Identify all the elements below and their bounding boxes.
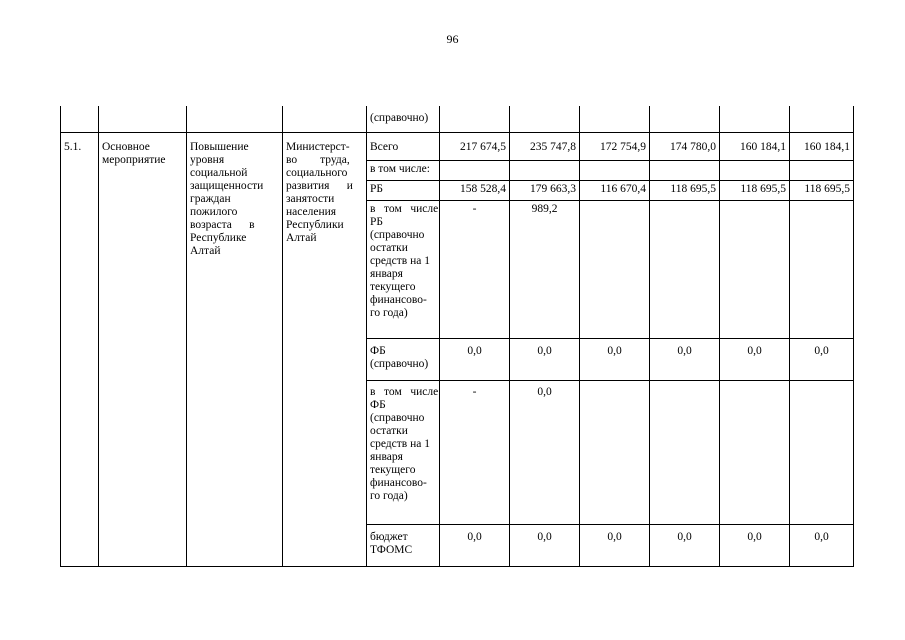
source-line: ФБ — [370, 398, 386, 411]
value-cell — [510, 160, 580, 180]
source-line: января — [370, 267, 403, 280]
executor-line: развития и — [286, 179, 353, 192]
executor-line: Министерст- — [286, 140, 350, 153]
source-line: (справочно — [370, 228, 425, 241]
name-line: пожилого — [190, 205, 238, 218]
value-cell: 160 184,1 — [720, 132, 790, 160]
value-cell — [790, 160, 854, 180]
executor-line: социального — [286, 166, 348, 179]
name-line: уровня — [190, 153, 225, 166]
value-cell: 118 695,5 — [720, 180, 790, 200]
value-cell: 0,0 — [510, 524, 580, 566]
name-line: Республике — [190, 231, 247, 244]
source-line: го года) — [370, 489, 408, 502]
value-cell: 0,0 — [440, 338, 510, 380]
source-line: средств на 1 — [370, 437, 430, 450]
value-cell: 217 674,5 — [440, 132, 510, 160]
name-line: Повышение — [190, 140, 249, 153]
cell-empty — [440, 106, 510, 132]
measure-number: 5.1. — [61, 132, 99, 566]
value-cell: 235 747,8 — [510, 132, 580, 160]
source-cell — [367, 524, 440, 566]
source-cell: в том числе: — [367, 160, 440, 180]
value-cell: 158 528,4 — [440, 180, 510, 200]
measure-name — [187, 132, 283, 566]
value-cell: 0,0 — [790, 524, 854, 566]
value-cell: 0,0 — [580, 524, 650, 566]
value-cell: 989,2 — [510, 200, 580, 338]
source-line: финансово- — [370, 476, 427, 489]
value-cell: 174 780,0 — [650, 132, 720, 160]
name-line: защищенности — [190, 179, 264, 192]
source-cell: Всего — [367, 132, 440, 160]
source-line: текущего — [370, 280, 416, 293]
source-line: РБ — [370, 215, 383, 228]
cell-empty — [187, 106, 283, 132]
cell-empty — [790, 106, 854, 132]
value-cell: - — [440, 380, 510, 524]
executor-line: занятости — [286, 192, 335, 205]
source-line: финансово- — [370, 293, 427, 306]
value-cell: 118 695,5 — [790, 180, 854, 200]
measure-type: Основное мероприятие — [99, 132, 187, 566]
executor-line: во труда, — [286, 153, 350, 166]
value-cell: 0,0 — [720, 338, 790, 380]
source-line: ТФОМС — [370, 543, 413, 556]
value-cell — [790, 200, 854, 338]
cell-empty — [650, 106, 720, 132]
source-cell: (справочно) — [367, 106, 440, 132]
source-line: ФБ — [370, 344, 386, 357]
name-line: социальной — [190, 166, 248, 179]
value-cell: 0,0 — [510, 380, 580, 524]
source-line: в том числе — [370, 202, 439, 215]
value-cell: 160 184,1 — [790, 132, 854, 160]
value-cell — [650, 380, 720, 524]
value-cell — [650, 200, 720, 338]
funding-table — [60, 106, 854, 567]
table-row — [61, 132, 854, 160]
value-cell: - — [440, 200, 510, 338]
value-cell: 0,0 — [440, 524, 510, 566]
cell-empty — [283, 106, 367, 132]
source-cell — [367, 200, 440, 338]
value-cell — [720, 380, 790, 524]
source-line: текущего — [370, 463, 416, 476]
source-line: остатки — [370, 241, 408, 254]
source-line: остатки — [370, 424, 408, 437]
value-cell: 0,0 — [790, 338, 854, 380]
value-cell: 0,0 — [510, 338, 580, 380]
source-line: средств на 1 — [370, 254, 430, 267]
name-line: граждан — [190, 192, 231, 205]
value-cell: 0,0 — [650, 524, 720, 566]
name-line: Алтай — [190, 244, 221, 257]
source-line: (справочно — [370, 411, 425, 424]
value-cell: 0,0 — [650, 338, 720, 380]
source-line: в том числе — [370, 385, 439, 398]
cell-empty — [720, 106, 790, 132]
value-cell: 0,0 — [720, 524, 790, 566]
source-line: го года) — [370, 306, 408, 319]
value-cell — [790, 380, 854, 524]
value-cell: 179 663,3 — [510, 180, 580, 200]
continuation-row — [61, 106, 854, 132]
executor-line: Республики — [286, 218, 344, 231]
executor-line: Алтай — [286, 231, 317, 244]
value-cell: 118 695,5 — [650, 180, 720, 200]
source-cell: РБ — [367, 180, 440, 200]
cell-empty — [510, 106, 580, 132]
value-cell — [720, 200, 790, 338]
value-cell: 116 670,4 — [580, 180, 650, 200]
measure-executor — [283, 132, 367, 566]
source-line: (справочно) — [370, 357, 429, 370]
value-cell — [650, 160, 720, 180]
value-cell — [580, 200, 650, 338]
cell-empty — [580, 106, 650, 132]
value-cell: 0,0 — [580, 338, 650, 380]
source-line: бюджет — [370, 530, 408, 543]
source-cell — [367, 380, 440, 524]
value-cell — [580, 380, 650, 524]
value-cell — [580, 160, 650, 180]
value-cell — [440, 160, 510, 180]
executor-line: населения — [286, 205, 337, 218]
source-cell — [367, 338, 440, 380]
value-cell — [720, 160, 790, 180]
name-line: возраста в — [190, 218, 255, 231]
page-number: 96 — [446, 32, 459, 46]
cell-empty — [61, 106, 99, 132]
cell-empty — [99, 106, 187, 132]
source-line: января — [370, 450, 403, 463]
value-cell: 172 754,9 — [580, 132, 650, 160]
